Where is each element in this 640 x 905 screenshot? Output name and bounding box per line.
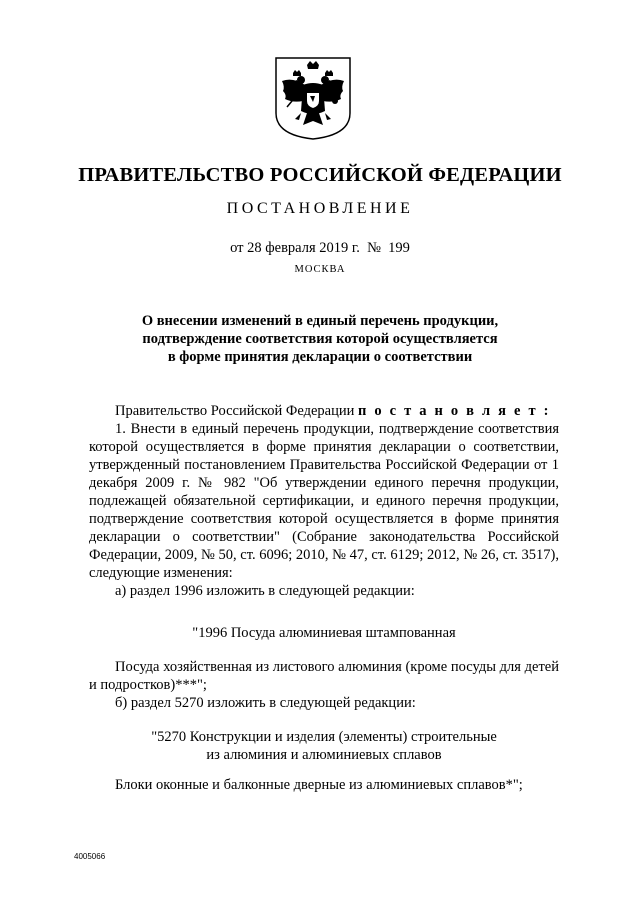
document-type: ПОСТАНОВЛЕНИЕ [226,200,414,217]
paragraph-b: Блоки оконные и балконные дверные из алюминиевых сплавов*"; [115,777,523,793]
document-subject [0,312,640,366]
resolves-word: п о с т а н о в л я е т : [357,403,551,419]
government-title: ПРАВИТЕЛЬСТВО РОССИЙСКОЙ ФЕДЕРАЦИИ [78,164,562,186]
footer-code: 4005066 [74,852,106,861]
city: МОСКВА [294,264,346,275]
intro-paragraph [89,402,559,600]
subject-line-1: О внесении изменений в единый перечень продукции, [141,313,499,329]
date-prefix: от [230,240,244,256]
subject-line-2: подтверждение соответствия которой осуществляется [142,331,498,347]
date-number-line [0,240,640,257]
number-sign: № [367,240,381,256]
quote-a-block [89,624,559,642]
para-b-block [89,776,559,794]
paragraph-a: Посуда хозяйственная из листового алюминия (кроме посуды для детей и подростков)***"; [89,659,559,693]
subitem-a: а) раздел 1996 изложить в следующей редакции: [115,583,415,599]
document-date: 28 февраля 2019 г. [247,240,360,256]
subitem-b: б) раздел 5270 изложить в следующей редакции: [115,695,416,711]
quote-b-block [89,728,559,764]
intro-text: Правительство Российской Федерации [115,403,358,419]
item-1-paragraph: 1. Внести в единый перечень продукции, подтверждение соответствия которой осуществляется в форме принятия декларации о соответствии, утвержденный постановлением Правительства Российской Федерации от 1 декабря 2009 г. № 982 "Об утверждении единого перечня продукции, подлежащей обязательной сертификации, и единого перечня продукции, подтверждение соответствия которой осуществляется в форме принятия декларации о соответствии" (Собрание законодательства Российской Федерации, 2009, № 50, ст. 6096; 2010, № 47, ст. 6129; 2012, № 26, ст. 3517), следующие изменения: [89,421,559,581]
document-number: 199 [388,240,410,256]
coat-of-arms-emblem [273,55,353,141]
quote-a: "1996 Посуда алюминиевая штампованная [192,625,456,641]
subject-line-3: в форме принятия декларации о соответствии [167,349,473,365]
quote-b-line-2: из алюминия и алюминиевых сплавов [206,747,442,763]
quote-b-line-1: "5270 Конструкции и изделия (элементы) строительные [151,729,497,745]
para-a-block [89,658,559,712]
